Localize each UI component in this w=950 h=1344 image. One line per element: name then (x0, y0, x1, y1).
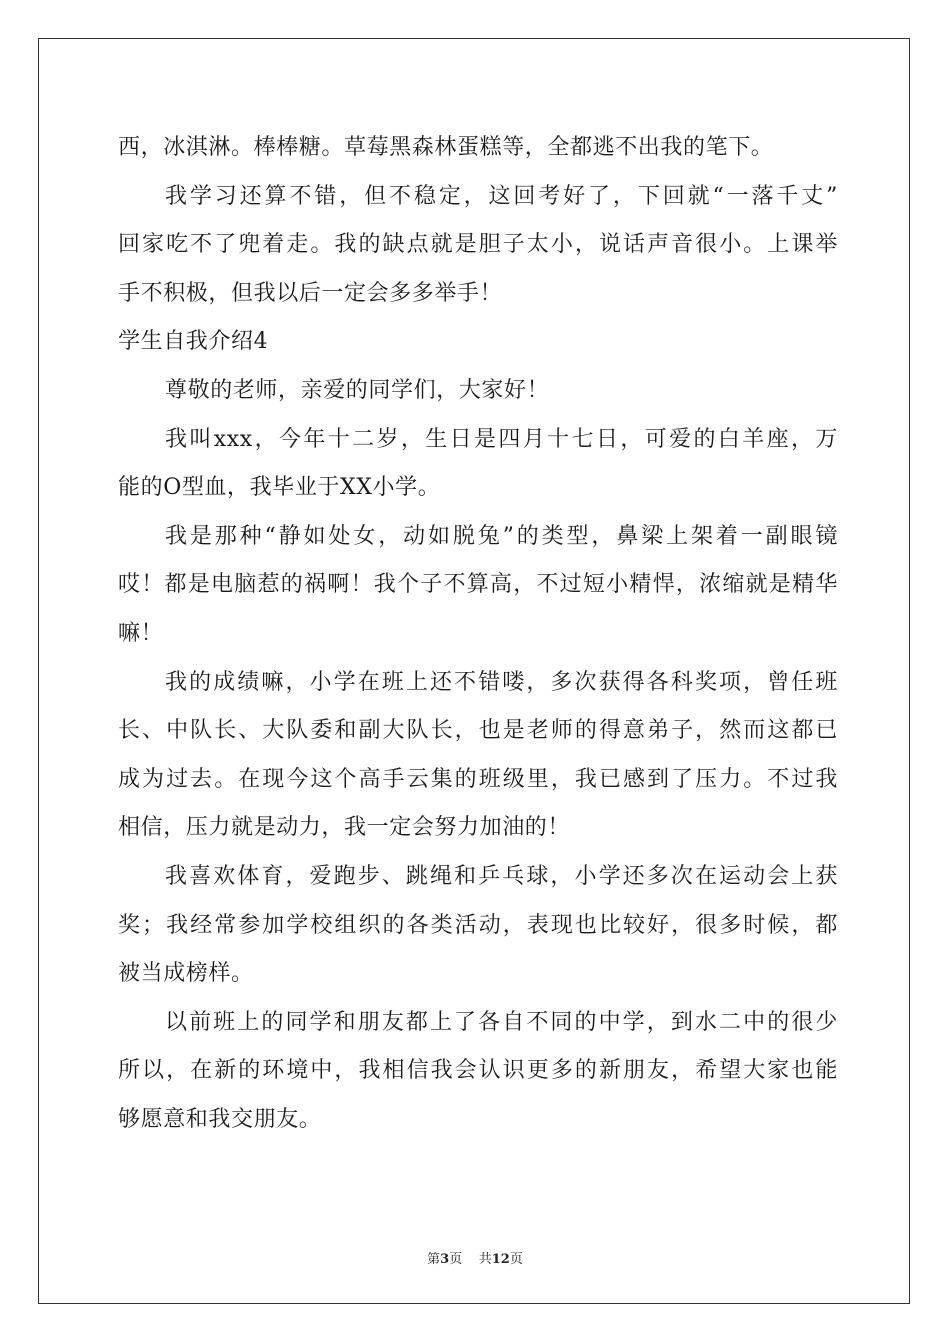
text-line: 我是那种“静如处女，动如脱兔”的类型，鼻梁上架着一副眼镜 (165, 523, 838, 549)
text-line: 尊敬的老师，亲爱的同学们，大家好！ (165, 377, 550, 403)
text-line: 被当成榜样。 (118, 961, 254, 987)
text-line: 奖；我经常参加学校组织的各类活动，表现也比较好，很多时候，都 (118, 912, 838, 938)
text-line: 长、中队长、大队委和副大队长，也是老师的得意弟子，然而这都已 (118, 718, 838, 744)
text-line: 成为过去。在现今这个高手云集的班级里，我已感到了压力。不过我 (118, 766, 838, 792)
section-heading: 学生自我介绍4 (118, 329, 269, 355)
text-line: 我喜欢体育，爱跑步、跳绳和乒乓球，小学还多次在运动会上获 (165, 863, 838, 889)
text-line: 我学习还算不错，但不稳定，这回考好了，下回就“一落千丈” (165, 183, 838, 209)
text-line: 所以，在新的环境中，我相信我会认识更多的新朋友，希望大家也能 (118, 1058, 838, 1084)
total-pages: 12 (491, 1252, 510, 1267)
document-body (118, 124, 838, 1144)
text-line: 能的O型血，我毕业于XX小学。 (118, 475, 441, 501)
page-suffix: 页 (449, 1252, 463, 1267)
text-line: 哎！都是电脑惹的祸啊！我个子不算高，不过短小精悍，浓缩就是精华 (118, 572, 838, 598)
total-suffix: 页 (509, 1252, 523, 1267)
text-line: 我的成绩嘛，小学在班上还不错喽，多次获得各科奖项，曾任班 (165, 669, 838, 695)
total-prefix: 共 (478, 1252, 492, 1267)
page-number: 3 (440, 1252, 450, 1267)
text-line: 我叫xxx，今年十二岁，生日是四月十七日，可爱的白羊座，万 (165, 426, 838, 452)
text-line: 回家吃不了兜着走。我的缺点就是胆子太小，说话声音很小。上课举 (118, 232, 838, 258)
text-line: 相信，压力就是动力，我一定会努力加油的！ (118, 815, 571, 841)
page-prefix: 第 (427, 1252, 441, 1267)
text-line: 嘛！ (118, 620, 164, 646)
text-line: 够愿意和我交朋友。 (118, 1106, 322, 1132)
text-line: 西，冰淇淋。棒棒糖。草莓黑森林蛋糕等，全都逃不出我的笔下。 (118, 135, 774, 160)
page-footer (0, 1248, 950, 1267)
text-line: 手不积极，但我以后一定会多多举手！ (118, 280, 503, 306)
text-line: 以前班上的同学和朋友都上了各自不同的中学，到水二中的很少 (165, 1009, 838, 1035)
